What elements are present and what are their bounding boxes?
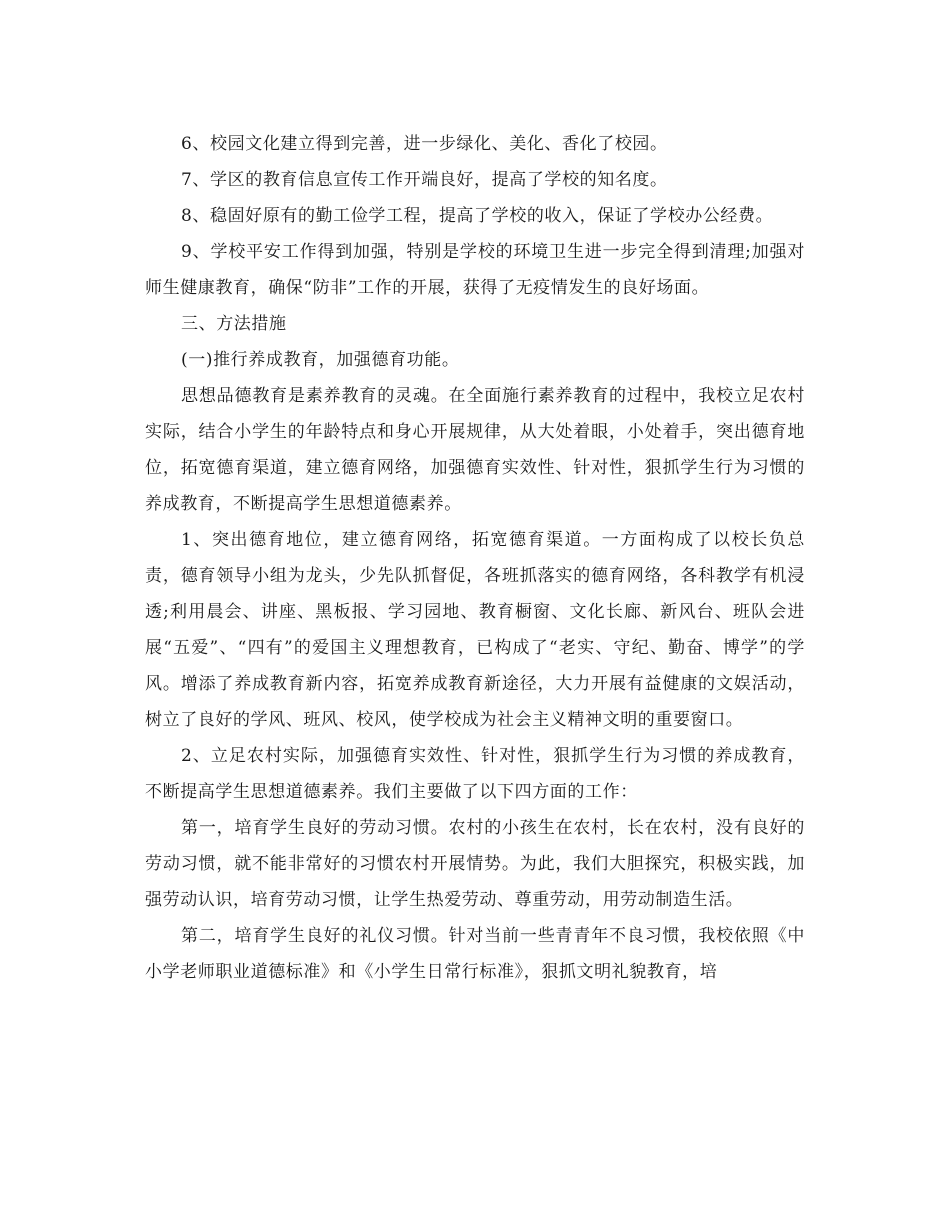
- paragraph-first: 第一，培育学生良好的劳动习惯。农村的小孩生在农村，长在农村，没有良好的劳动习惯，就不能非常好的习惯农村开展情势。为此，我们大胆探究，积极实践，加强劳动认识，培育劳动习惯，让学生热爱劳动、尊重劳动，用劳动制造生活。: [145, 818, 805, 910]
- subsection-heading-1: (一)推行养成教育，加强德育功能。: [181, 350, 460, 370]
- paragraph-second: 第二，培育学生良好的礼仪习惯。针对当前一些青青年不良习惯，我校依照《中小学老师职业道德标准》和《小学生日常行标准》，狠抓文明礼貌教育，培: [145, 926, 805, 982]
- paragraph-item-9: 9、学校平安工作得到加强，特别是学校的环境卫生进一步完全得到清理;加强对师生健康教育，确保“防非”工作的开展，获得了无疫情发生的良好场面。: [145, 242, 805, 298]
- paragraph-point-1: 1、突出德育地位，建立德育网络，拓宽德育渠道。一方面构成了以校长负总责，德育领导小组为龙头，少先队抓督促，各班抓落实的德育网络，各科教学有机浸透;利用晨会、讲座、黑板报、学习园地、教育橱窗、文化长廊、新风台、班队会进展“五爱”、“四有”的爱国主义理想教育，已构成了“老实、守纪、勤奋、博学”的学风。增添了养成教育新内容，拓宽养成教育新途径，大力开展有益健康的文娱活动，树立了良好的学风、班风、校风，使学校成为社会主义精神文明的重要窗口。: [145, 530, 805, 730]
- paragraph-item-6: 6、校园文化建立得到完善，进一步绿化、美化、香化了校园。: [181, 134, 668, 154]
- paragraph-moral-education: 思想品德教育是素养教育的灵魂。在全面施行素养教育的过程中，我校立足农村实际，结合小学生的年龄特点和身心开展规律，从大处着眼，小处着手，突出德育地位，拓宽德育渠道，建立德育网络，加强德育实效性、针对性，狠抓学生行为习惯的养成教育，不断提高学生思想道德素养。: [145, 386, 805, 514]
- document-body: [145, 126, 805, 990]
- section-heading-methods: 三、方法措施: [181, 314, 287, 334]
- paragraph-point-2: 2、立足农村实际，加强德育实效性、针对性，狠抓学生行为习惯的养成教育，不断提高学生思想道德素养。我们主要做了以下四方面的工作：: [145, 746, 805, 802]
- paragraph-item-8: 8、稳固好原有的勤工俭学工程，提高了学校的收入，保证了学校办公经费。: [181, 206, 774, 226]
- paragraph-item-7: 7、学区的教育信息宣传工作开端良好，提高了学校的知名度。: [181, 170, 668, 190]
